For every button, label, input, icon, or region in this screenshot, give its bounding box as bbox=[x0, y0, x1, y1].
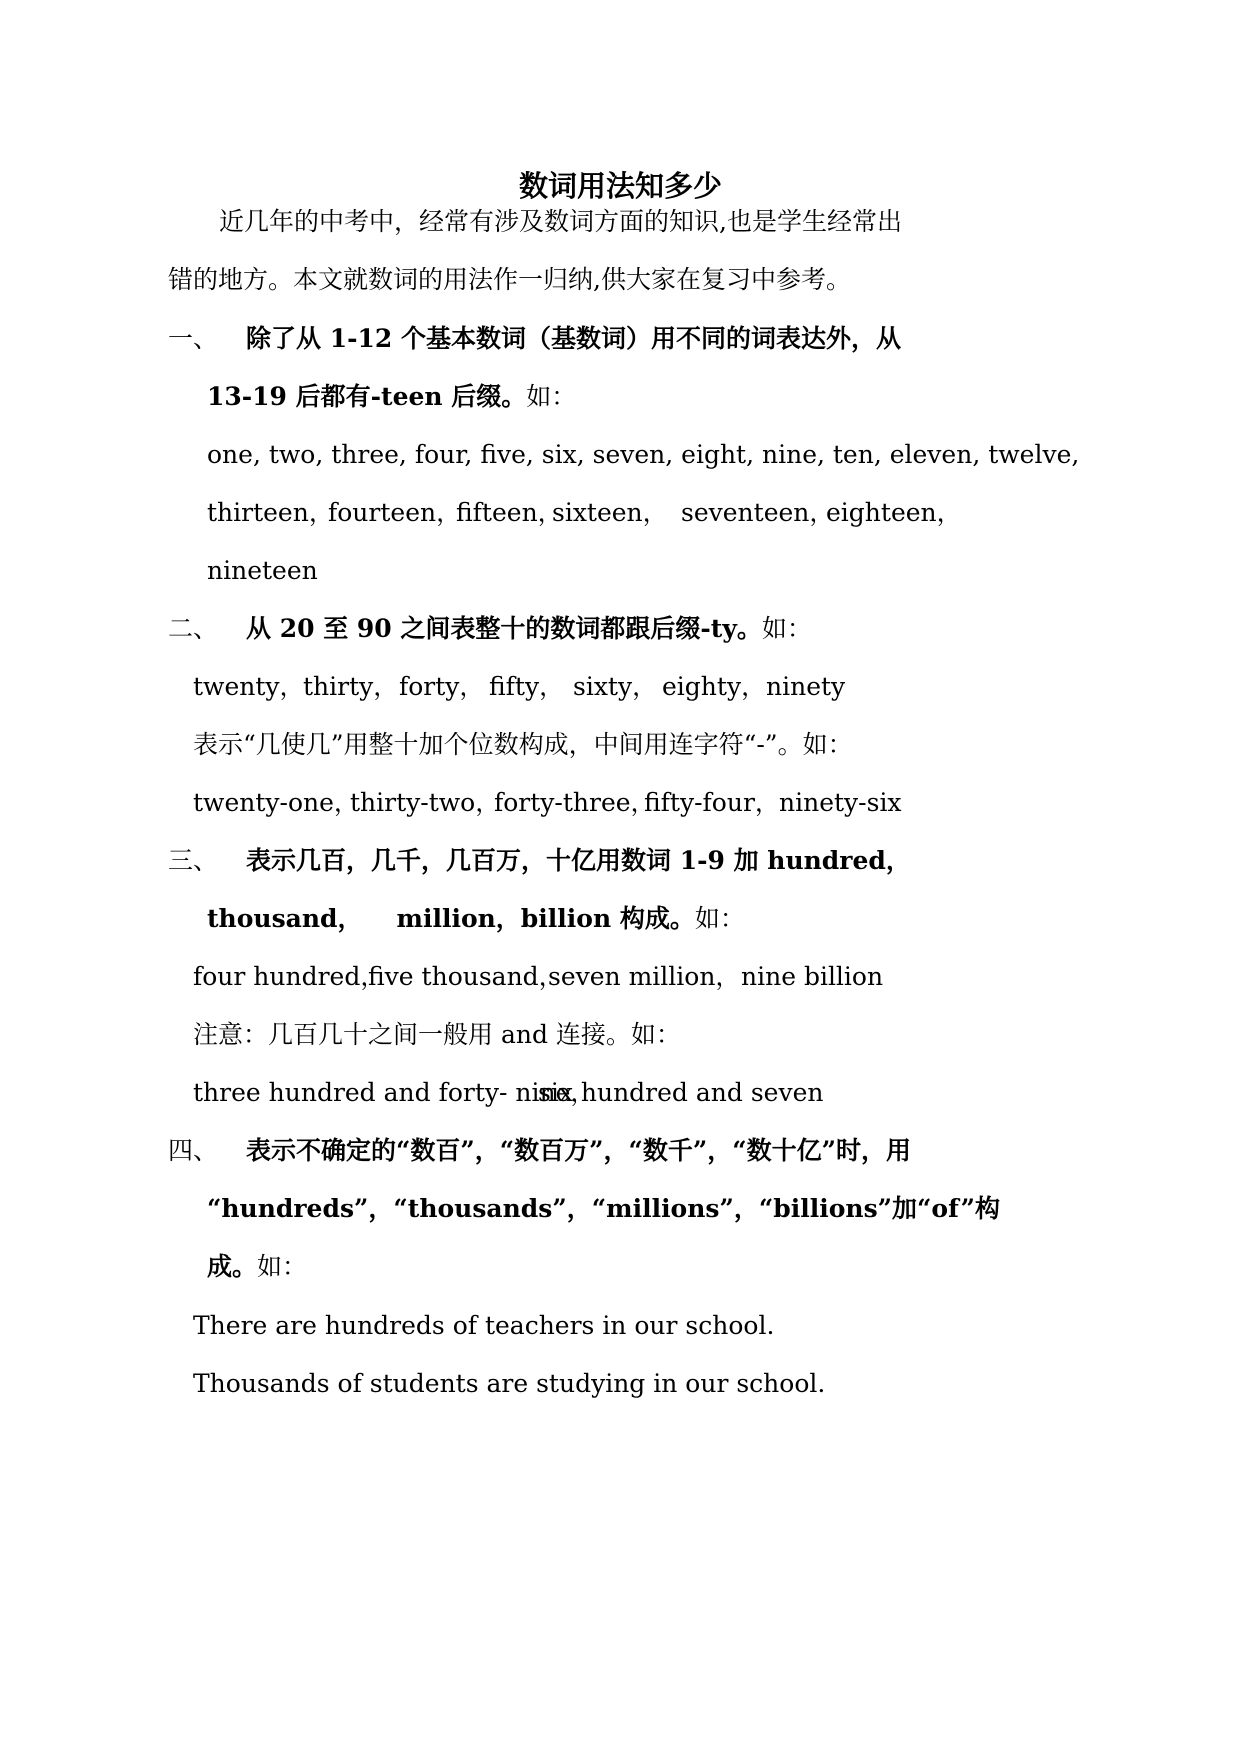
teen-word: fifteen， bbox=[456, 498, 563, 527]
section-3-heading-line-2 bbox=[207, 902, 745, 936]
tens-word: eighty， bbox=[662, 672, 767, 701]
compound-word: thirty-two， bbox=[350, 788, 501, 817]
teen-word: fourteen， bbox=[328, 498, 462, 527]
hyphen-note: 表示“几使几”用整十加个位数构成，中间用连字符“-”。如： bbox=[193, 730, 853, 759]
section-2-heading-tail: 如： bbox=[761, 614, 812, 643]
section-3-number: 三、 bbox=[168, 846, 219, 875]
compound-word: ninety-six bbox=[779, 788, 902, 817]
teen-word: eighteen， bbox=[826, 498, 962, 527]
tens-word: ninety bbox=[766, 672, 846, 701]
tens-word: sixty， bbox=[573, 672, 658, 701]
teen-word: sixteen， bbox=[552, 498, 668, 527]
compound-word: fifty-four， bbox=[644, 788, 780, 817]
section-2-heading bbox=[246, 612, 812, 646]
example-sentence-1: There are hundreds of teachers in our school. bbox=[193, 1311, 775, 1340]
section-4-heading-line-1: 表示不确定的“数百”，“数百万”，“数千”，“数十亿”时，用 bbox=[246, 1136, 912, 1165]
section-2-heading-bold: 从 20 至 90 之间表整十的数词都跟后缀-ty。 bbox=[246, 614, 762, 643]
intro-line-2: 错的地方。本文就数词的用法作一归纳,供大家在复习中参考。 bbox=[168, 265, 851, 294]
section-1-heading-bold: 13-19 后都有-teen 后缀。 bbox=[207, 382, 527, 411]
tens-word: fifty， bbox=[489, 672, 565, 701]
large-number-example: four hundred， bbox=[193, 962, 386, 991]
section-2-number: 二、 bbox=[168, 614, 219, 643]
example-sentence-2: Thousands of students are studying in our school. bbox=[193, 1369, 826, 1398]
section-1-number: 一、 bbox=[168, 324, 219, 353]
and-examples-line bbox=[193, 1076, 824, 1110]
compound-word: forty-three， bbox=[494, 788, 656, 817]
section-4-number: 四、 bbox=[168, 1136, 219, 1165]
section-3-heading-line-1: 表示几百，几千，几百万，十亿用数词 1-9 加 hundred， bbox=[246, 846, 911, 875]
large-number-example: seven million， bbox=[548, 962, 741, 991]
teen-numbers-line bbox=[207, 496, 962, 530]
section-3-heading-bold-a: thousand， bbox=[207, 904, 363, 933]
large-number-example: five thousand， bbox=[368, 962, 564, 991]
section-1-heading-line-1: 除了从 1-12 个基本数词（基数词）用不同的词表达外，从 bbox=[246, 324, 901, 353]
large-number-example: nine billion bbox=[741, 962, 884, 991]
tens-line bbox=[193, 670, 893, 704]
large-numbers-line bbox=[193, 960, 893, 994]
teen-word: thirteen， bbox=[207, 498, 334, 527]
section-3-heading-bold-b: million，billion 构成。 bbox=[396, 904, 695, 933]
page-title: 数词用法知多少 bbox=[518, 169, 722, 203]
section-4-heading-line-2: “hundreds”，“thousands”，“millions”，“billions”加“of”构 bbox=[207, 1194, 1001, 1223]
tens-word: thirty， bbox=[303, 672, 399, 701]
and-note: 注意：几百几十之间一般用 and 连接。如： bbox=[193, 1020, 681, 1049]
section-4-heading-tail: 如： bbox=[257, 1252, 308, 1281]
and-example: six hundred and seven bbox=[538, 1078, 824, 1107]
section-1-heading-line-2 bbox=[207, 380, 576, 414]
section-4-heading-bold: 成。 bbox=[207, 1252, 258, 1281]
section-4-heading-line-3 bbox=[207, 1250, 307, 1284]
section-1-heading-tail: 如： bbox=[526, 382, 577, 411]
teen-word: seventeen， bbox=[681, 498, 835, 527]
tens-word: twenty， bbox=[193, 672, 305, 701]
basic-numbers-line: one, two, three, four, five, six, seven, eight, nine, ten, eleven, twelve, bbox=[207, 440, 1080, 469]
compound-numbers-line bbox=[193, 786, 913, 820]
nineteen-line: nineteen bbox=[207, 556, 318, 585]
compound-word: twenty-one， bbox=[193, 788, 359, 817]
section-3-heading-tail: 如： bbox=[694, 904, 745, 933]
and-example: three hundred and forty- nine， bbox=[193, 1078, 596, 1107]
tens-word: forty， bbox=[399, 672, 485, 701]
intro-line-1: 近几年的中考中，经常有涉及数词方面的知识,也是学生经常出 bbox=[219, 207, 902, 236]
